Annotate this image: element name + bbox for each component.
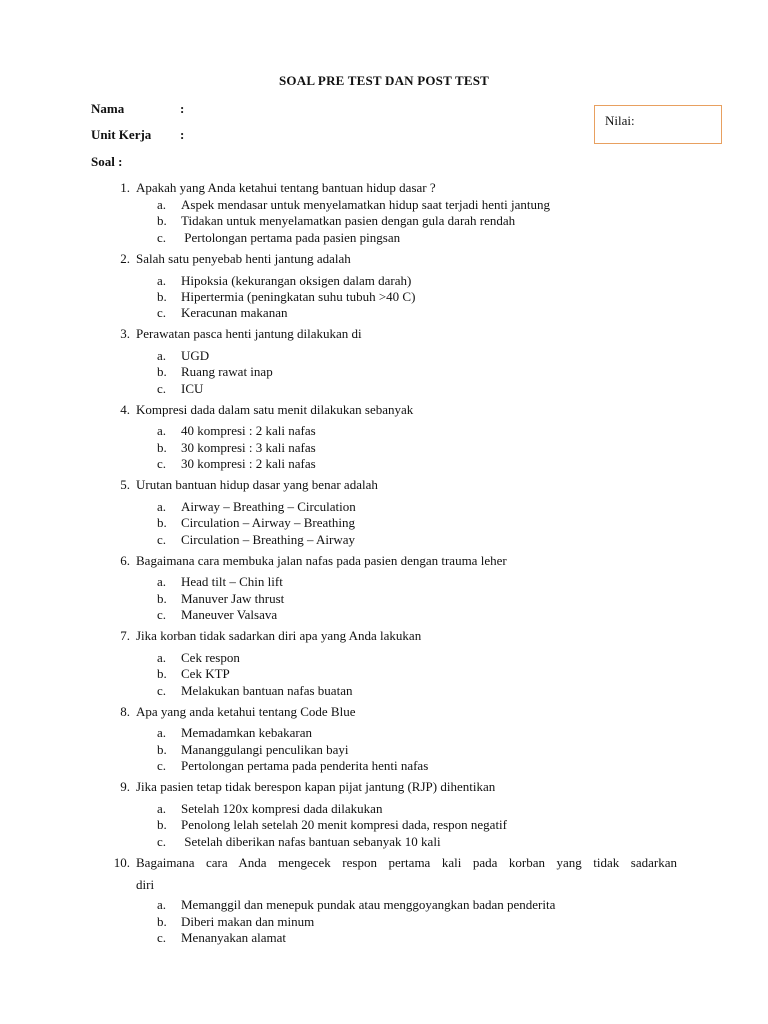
- option-letter: a.: [157, 574, 167, 589]
- question-text: Jika pasien tetap tidak berespon kapan pijat jantung (RJP) dihentikan: [136, 779, 496, 794]
- option-letter: c.: [157, 305, 167, 320]
- question-text: Bagaimana cara Anda mengecek respon pertama kali pada korban yang tidak sadarkan: [136, 855, 677, 870]
- option-letter: a.: [157, 650, 167, 665]
- option-letter: c.: [157, 381, 167, 396]
- nama-label: Nama: [91, 101, 125, 116]
- option-text: Penolong lelah setelah 20 menit kompresi dada, respon negatif: [181, 817, 507, 832]
- option-text: 40 kompresi : 2 kali nafas: [181, 423, 316, 438]
- option-letter: c.: [157, 456, 167, 471]
- option-text: Menanyakan alamat: [181, 930, 287, 945]
- option-letter: a.: [157, 348, 167, 363]
- option-letter: a.: [157, 897, 167, 912]
- option-letter: b.: [157, 440, 167, 455]
- option-letter: a.: [157, 801, 167, 816]
- option-letter: a.: [157, 273, 167, 288]
- option-text: Cek respon: [181, 650, 240, 665]
- option-letter: b.: [157, 213, 167, 228]
- question-number: 5.: [120, 477, 130, 492]
- option-letter: b.: [157, 289, 167, 304]
- option-text: 30 kompresi : 3 kali nafas: [181, 440, 316, 455]
- option-text: ICU: [181, 381, 204, 396]
- option-letter: c.: [157, 532, 167, 547]
- option-text: Memanggil dan menepuk pundak atau menggoyangkan badan penderita: [181, 897, 556, 912]
- question-text-continuation: diri: [136, 877, 155, 892]
- option-text: Keracunan makanan: [181, 305, 288, 320]
- question-number: 10.: [113, 855, 130, 870]
- option-text: Maneuver Valsava: [181, 607, 278, 622]
- option-text: Aspek mendasar untuk menyelamatkan hidup saat terjadi henti jantung: [181, 197, 550, 212]
- option-text: Manuver Jaw thrust: [181, 591, 285, 606]
- option-letter: b.: [157, 515, 167, 530]
- nama-colon: :: [180, 101, 185, 116]
- option-letter: c.: [157, 834, 167, 849]
- option-text: Setelah 120x kompresi dada dilakukan: [181, 801, 383, 816]
- option-letter: a.: [157, 499, 167, 514]
- option-letter: c.: [157, 930, 167, 945]
- option-letter: b.: [157, 364, 167, 379]
- document-title: SOAL PRE TEST DAN POST TEST: [279, 73, 489, 88]
- question-number: 9.: [120, 779, 130, 794]
- option-letter: b.: [157, 914, 167, 929]
- option-text: 30 kompresi : 2 kali nafas: [181, 456, 316, 471]
- nilai-label: Nilai:: [605, 113, 635, 128]
- option-text: Cek KTP: [181, 666, 230, 681]
- question-number: 2.: [120, 251, 130, 266]
- option-letter: b.: [157, 591, 167, 606]
- question-number: 3.: [120, 326, 130, 341]
- question-text: Jika korban tidak sadarkan diri apa yang Anda lakukan: [136, 628, 422, 643]
- option-text: Airway – Breathing – Circulation: [181, 499, 356, 514]
- option-text: Ruang rawat inap: [181, 364, 273, 379]
- option-text: Diberi makan dan minum: [181, 914, 315, 929]
- option-text: Tidakan untuk menyelamatkan pasien dengan gula darah rendah: [181, 213, 516, 228]
- option-text: Circulation – Airway – Breathing: [181, 515, 356, 530]
- option-text: Melakukan bantuan nafas buatan: [181, 683, 353, 698]
- question-number: 8.: [120, 704, 130, 719]
- option-letter: c.: [157, 607, 167, 622]
- option-text: Setelah diberikan nafas bantuan sebanyak 10 kali: [181, 834, 441, 849]
- option-letter: b.: [157, 742, 167, 757]
- question-text: Urutan bantuan hidup dasar yang benar adalah: [136, 477, 378, 492]
- question-number: 1.: [120, 180, 130, 195]
- question-number: 7.: [120, 628, 130, 643]
- option-text: Circulation – Breathing – Airway: [181, 532, 356, 547]
- question-text: Kompresi dada dalam satu menit dilakukan sebanyak: [136, 402, 414, 417]
- question-text: Apakah yang Anda ketahui tentang bantuan hidup dasar ?: [136, 180, 436, 195]
- option-letter: c.: [157, 758, 167, 773]
- question-text: Apa yang anda ketahui tentang Code Blue: [136, 704, 356, 719]
- option-letter: a.: [157, 423, 167, 438]
- option-text: Hipertermia (peningkatan suhu tubuh >40 C): [181, 289, 416, 304]
- option-text: UGD: [181, 348, 210, 363]
- option-text: Hipoksia (kekurangan oksigen dalam darah): [181, 273, 412, 288]
- option-letter: a.: [157, 197, 167, 212]
- option-text: Memadamkan kebakaran: [181, 725, 313, 740]
- option-letter: c.: [157, 683, 167, 698]
- option-letter: b.: [157, 666, 167, 681]
- option-text: Pertolongan pertama pada penderita henti nafas: [181, 758, 429, 773]
- unit-kerja-colon: :: [180, 127, 185, 142]
- option-letter: c.: [157, 230, 167, 245]
- option-text: Pertolongan pertama pada pasien pingsan: [181, 230, 401, 245]
- unit-kerja-label: Unit Kerja: [91, 127, 152, 142]
- question-text: Bagaimana cara membuka jalan nafas pada pasien dengan trauma leher: [136, 553, 507, 568]
- option-letter: b.: [157, 817, 167, 832]
- soal-label: Soal :: [91, 154, 123, 169]
- question-number: 6.: [120, 553, 130, 568]
- option-text: Mananggulangi penculikan bayi: [181, 742, 349, 757]
- question-text: Perawatan pasca henti jantung dilakukan di: [136, 326, 362, 341]
- question-text: Salah satu penyebab henti jantung adalah: [136, 251, 351, 266]
- nilai-box: [594, 105, 722, 144]
- option-text: Head tilt – Chin lift: [181, 574, 283, 589]
- question-number: 4.: [120, 402, 130, 417]
- option-letter: a.: [157, 725, 167, 740]
